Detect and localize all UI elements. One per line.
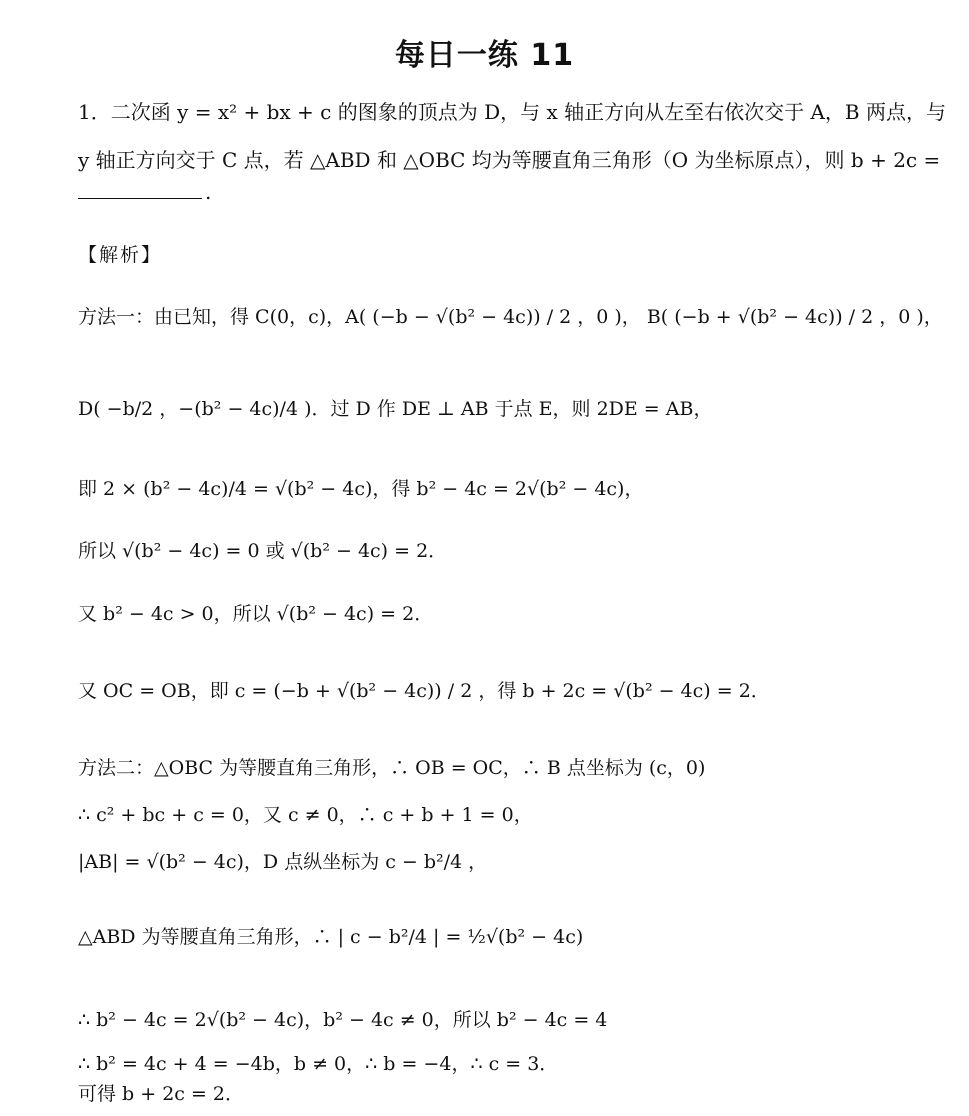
method2-line: 方法二：△OBC 为等腰直角三角形，∴ OB = OC，∴ B 点坐标为 (c，0) <box>78 757 706 779</box>
problem-line-1: 1．二次函 y = x² + bx + c 的图象的顶点为 D，与 x 轴正方向从左至右依次交于 A，B 两点，与 <box>78 100 946 124</box>
page-title: 每日一练 11 <box>394 38 575 73</box>
method1-line: D( −b/2 ，−(b² − 4c)/4 )．过 D 作 DE ⊥ AB 于点 E，则 2DE = AB， <box>78 398 713 420</box>
method1-line: 即 2 × (b² − 4c)/4 = √(b² − 4c)，得 b² − 4c = 2√(b² − 4c)， <box>78 478 644 500</box>
method2-line: |AB| = √(b² − 4c)，D 点纵坐标为 c − b²/4 ， <box>78 851 488 873</box>
answer-blank-period: . <box>205 180 212 204</box>
method1-line: 又 OC = OB，即 c = (−b + √(b² − 4c)) / 2 ，得 b + 2c = √(b² − 4c) = 2． <box>78 680 770 702</box>
method2-line: ∴ b² = 4c + 4 = −4b，b ≠ 0，∴ b = −4，∴ c = 3． <box>78 1053 559 1075</box>
method2-line: △ABD 为等腰直角三角形，∴ | c − b²/4 | = ½√(b² − 4c) <box>78 926 584 948</box>
problem-line-2: y 轴正方向交于 C 点，若 △ABD 和 △OBC 均为等腰直角三角形（O 为坐标原点），则 b + 2c = <box>78 148 941 172</box>
method2-line: ∴ c² + bc + c = 0，又 c ≠ 0，∴ c + b + 1 = 0， <box>78 804 533 826</box>
method2-line: ∴ b² − 4c = 2√(b² − 4c)，b² − 4c ≠ 0，所以 b² − 4c = 4 <box>78 1009 608 1031</box>
method1-line: 所以 √(b² − 4c) = 0 或 √(b² − 4c) = 2． <box>78 540 448 562</box>
solution-heading: 【解析】 <box>78 244 163 266</box>
method1-line: 又 b² − 4c > 0，所以 √(b² − 4c) = 2． <box>78 603 434 625</box>
method1-line: 方法一：由已知，得 C(0，c)，A( (−b − √(b² − 4c)) / 2 ，0 )， B( (−b + √(b² − 4c)) / 2 ，0 )， <box>78 306 943 328</box>
method2-line: 可得 b + 2c = 2． <box>78 1083 245 1105</box>
answer-blank <box>78 198 202 199</box>
